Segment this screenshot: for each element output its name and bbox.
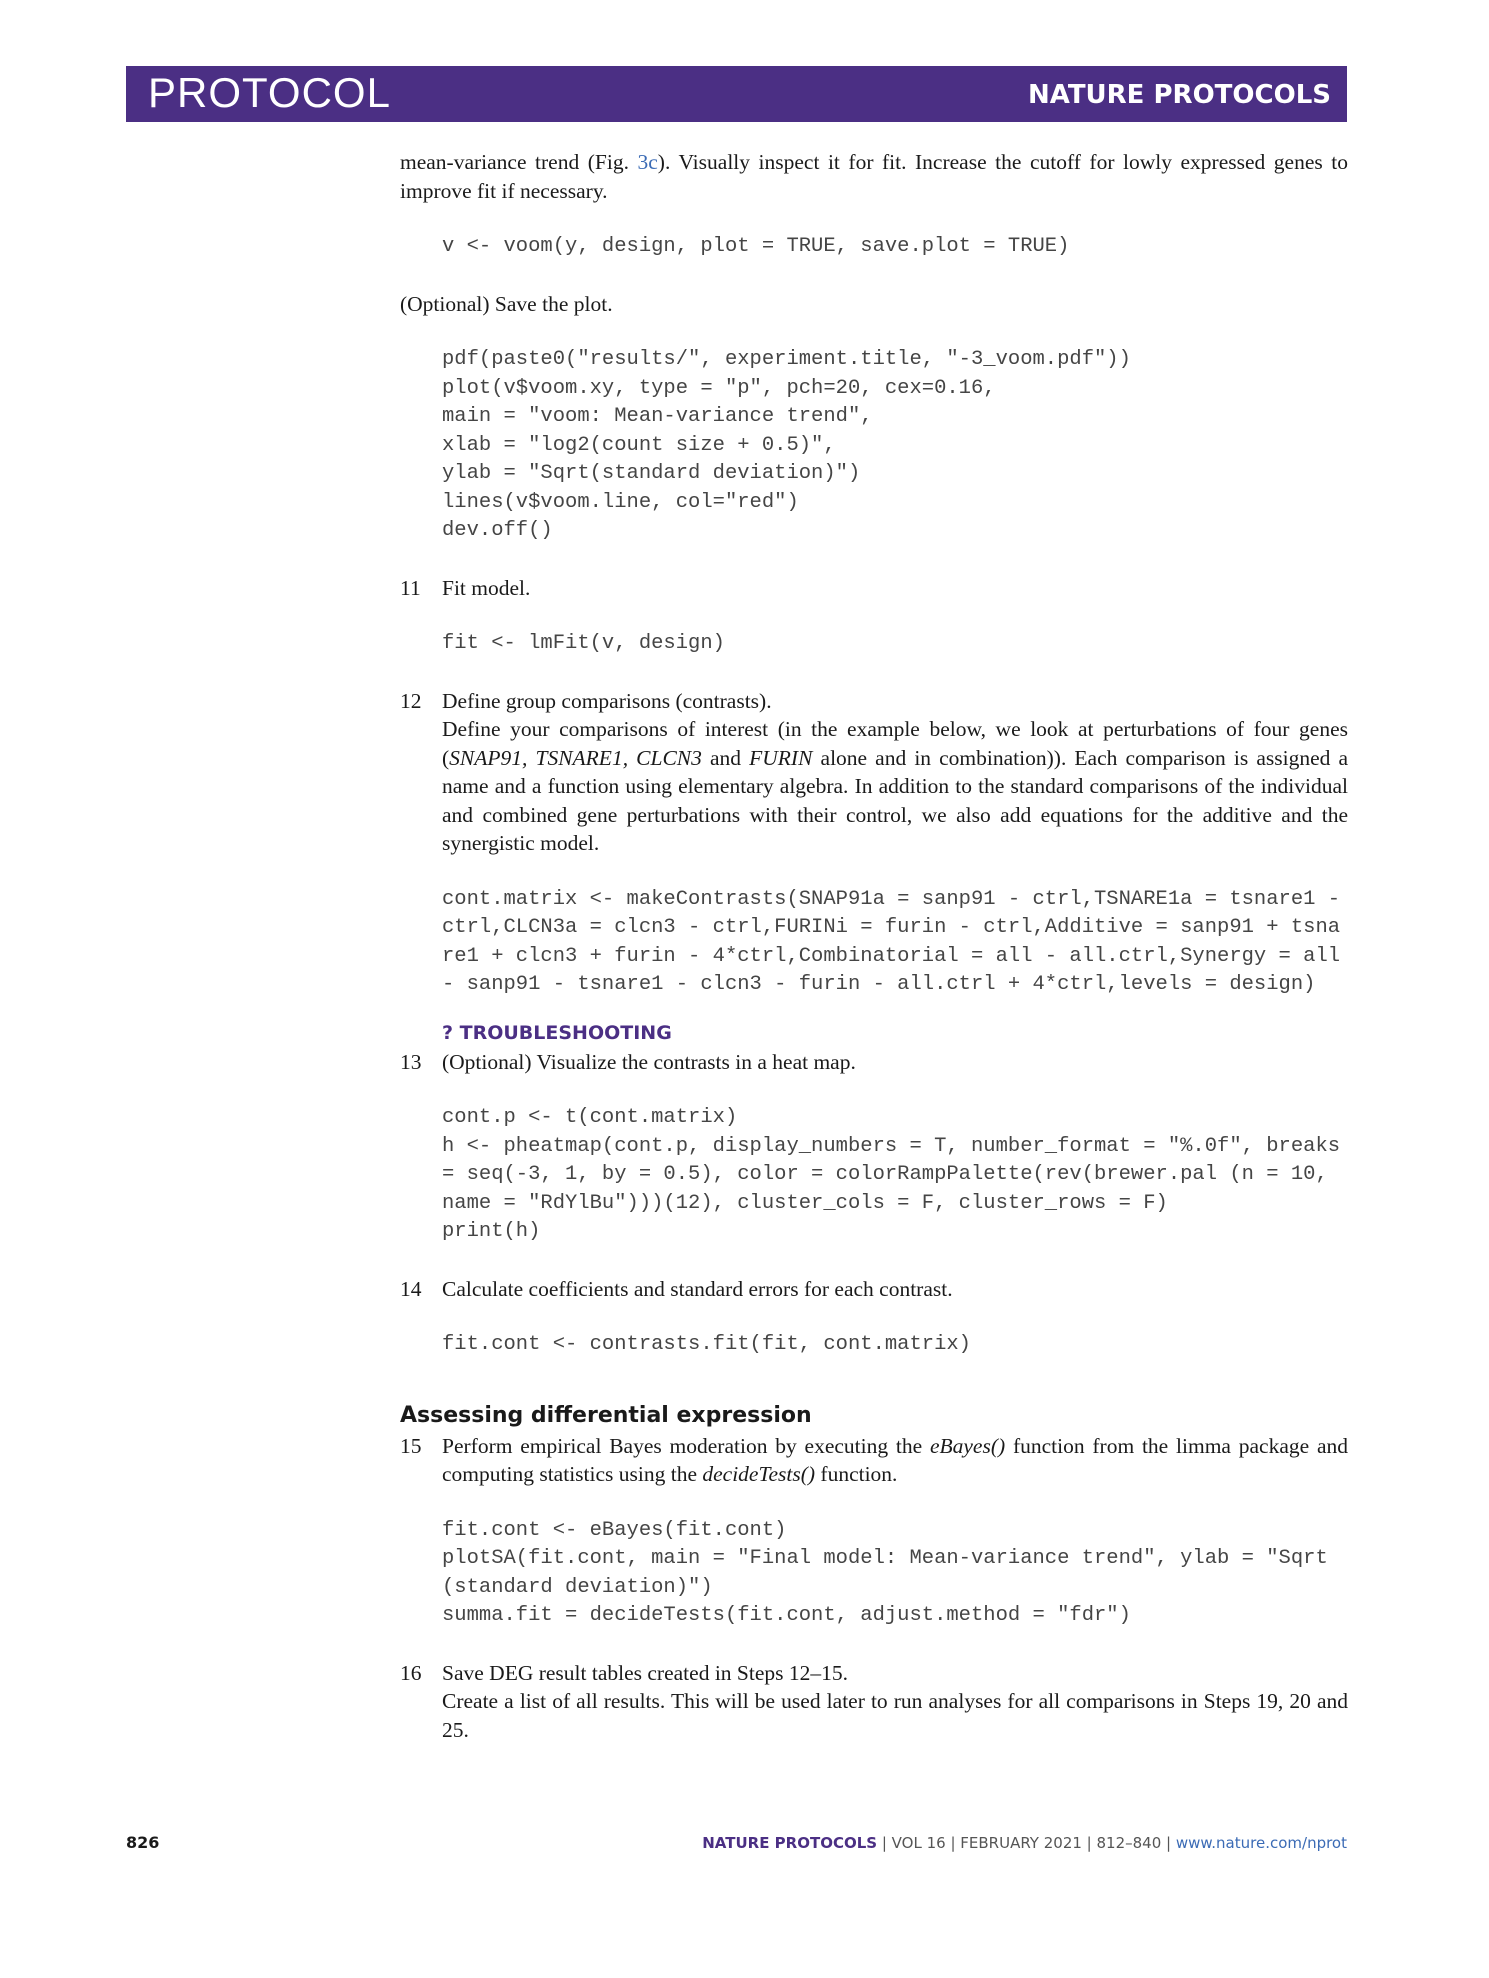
step-title: (Optional) Visualize the contrasts in a heat map. [442, 1049, 856, 1074]
code-block-contrasts: cont.matrix <- makeContrasts(SNAP91a = sanp91 - ctrl,TSNARE1a = tsnare1 - ctrl,CLCN3a = clcn3 - ctrl,FURINi = furin - ctrl,Additive = sanp91 + tsnare1 + clcn3 + furin - 4*ctrl,Combinatorial = all - all.ctrl,Synergy = all - sanp91 - tsnare1 - clcn3 - furin - all.ctrl + 4*ctrl,levels = design) [442, 887, 1353, 996]
step-number: 13 [400, 1049, 422, 1074]
main-content [400, 148, 1353, 1744]
page-header [126, 66, 1347, 122]
section-heading: Assessing differential expression [400, 1402, 812, 1428]
code-block-contrasts-fit: fit.cont <- contrasts.fit(fit, cont.matrix) [442, 1333, 971, 1356]
footer-citation: NATURE PROTOCOLS | VOL 16 | FEBRUARY 2021 | 812–840 | www.nature.com/nprot [702, 1834, 1347, 1852]
code-block-lmfit: fit <- lmFit(v, design) [442, 632, 725, 655]
step-title: Fit model. [442, 575, 531, 600]
step-15 [400, 1432, 1348, 1489]
code-block-plot: pdf(paste0("results/", experiment.title, "-3_voom.pdf")) plot(v$voom.xy, type = "p", pch=20, cex=0.16, main = "voom: Mean-variance trend", xlab = "log2(count size + 0.5)", ylab = "Sqrt(standard deviation)") lines(v$voom.line, col="red") dev.off() [442, 348, 1131, 542]
code-block-voom: v <- voom(y, design, plot = TRUE, save.plot = TRUE) [442, 235, 1070, 258]
step-number: 11 [400, 575, 421, 600]
optional-note: (Optional) Save the plot. [400, 291, 613, 316]
step-body: Define your comparisons of interest (in the example below, we look at perturbations of four genes (SNAP91, TSNARE1, CLCN3 and FURIN alone and in combination)). Each comparison is assigned a name and a function using elementary algebra. In addition to the standard comparisons of the individual and combined gene perturbations with their control, we also add equations for the additive and the synergistic model. [442, 717, 1348, 855]
code-block-heatmap: cont.p <- t(cont.matrix) h <- pheatmap(cont.p, display_numbers = T, number_format = "%.0f", breaks = seq(-3, 1, by = 0.5), color = colorRampPalette(rev(brewer.pal (n = 10, name = "RdYlBu")))(12), cluster_cols = F, cluster_rows = F) print(h) [442, 1106, 1341, 1243]
step-number: 16 [400, 1660, 422, 1685]
journal-name: NATURE PROTOCOLS [1027, 80, 1331, 110]
step-title: Perform empirical Bayes moderation by executing the eBayes() function from the limma package and computing statistics using the decideTests() function. [442, 1433, 1348, 1486]
step-body: Create a list of all results. This will be used later to run analyses for all comparisons in Steps 19, 20 and 25. [442, 1689, 1348, 1742]
step-number: 12 [400, 688, 422, 713]
troubleshooting-link[interactable]: ? TROUBLESHOOTING [442, 1021, 672, 1044]
step-number: 15 [400, 1433, 422, 1458]
step-14 [400, 1275, 1348, 1304]
code-block-ebayes: fit.cont <- eBayes(fit.cont) plotSA(fit.cont, main = "Final model: Mean-variance trend", ylab = "Sqrt (standard deviation)") summa.fit = decideTests(fit.cont, adjust.method = "fdr") [442, 1518, 1328, 1627]
figure-link[interactable]: 3c [637, 150, 658, 174]
step-11 [400, 574, 1348, 603]
section-label: PROTOCOL [148, 69, 391, 116]
step-title: Calculate coefficients and standard errors for each contrast. [442, 1276, 953, 1301]
intro-paragraph: mean-variance trend (Fig. 3c). Visually inspect it for fit. Increase the cutoff for lowly expressed genes to improve fit if necessary. [400, 150, 1348, 203]
step-number: 14 [400, 1276, 422, 1301]
step-12 [400, 687, 1348, 858]
step-13 [400, 1048, 1348, 1077]
step-title: Define group comparisons (contrasts). [442, 688, 772, 713]
step-title: Save DEG result tables created in Steps 12–15. [442, 1660, 849, 1685]
step-16 [400, 1659, 1348, 1745]
page-number: 826 [126, 1833, 160, 1852]
journal-url-link[interactable]: www.nature.com/nprot [1175, 1834, 1347, 1852]
